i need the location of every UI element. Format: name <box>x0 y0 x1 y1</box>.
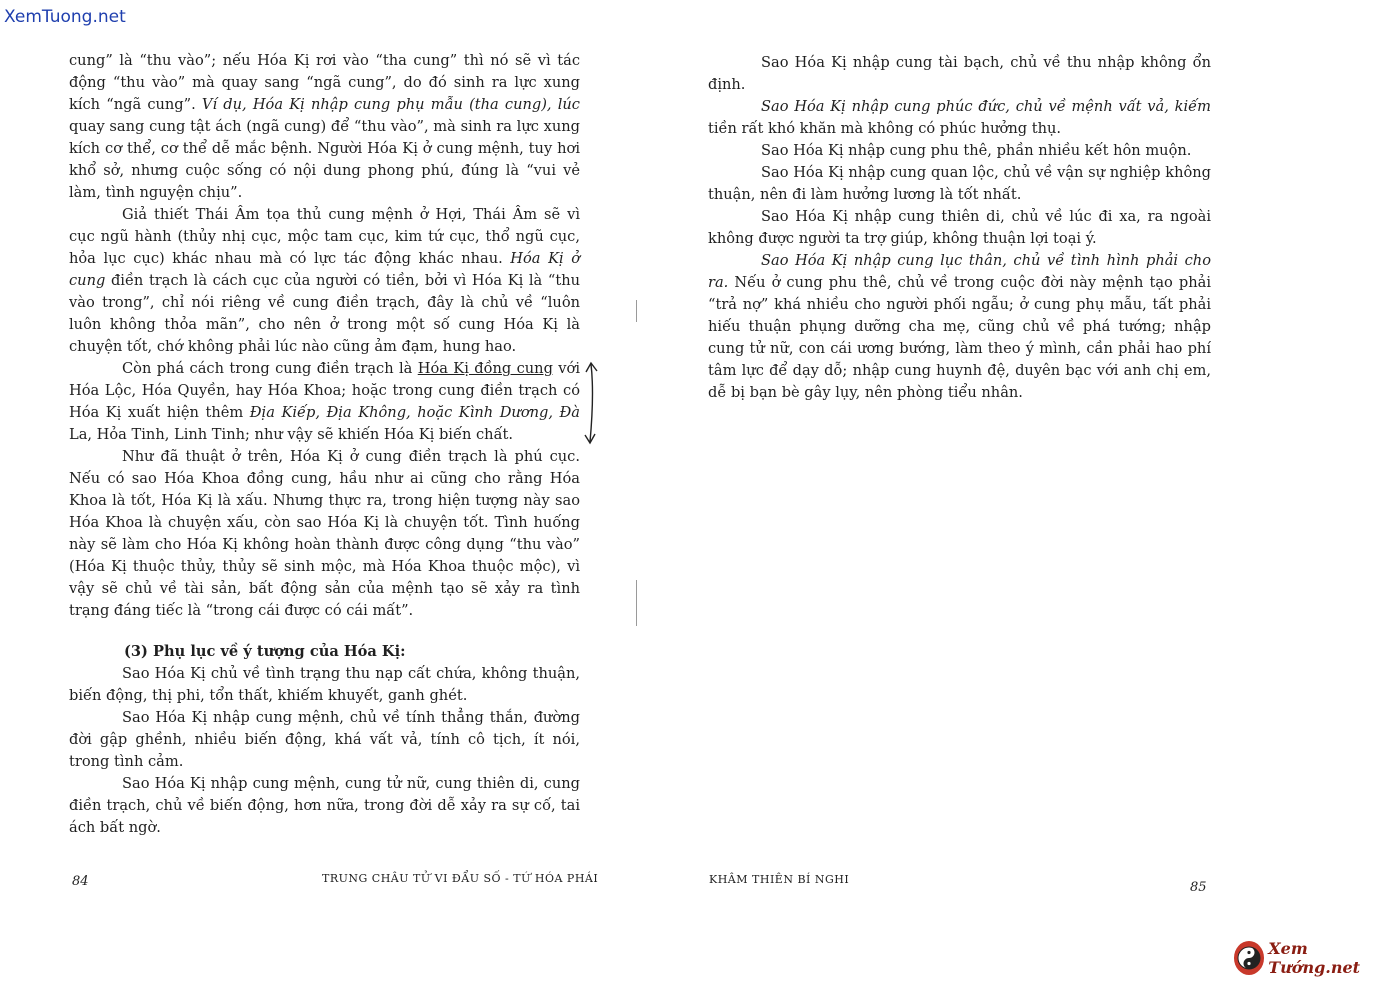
left-paragraph-3: Còn phá cách trong cung điền trạch là Hóa Kị đồng cung với Hóa Lộc, Hóa Quyền, hay Hóa Khoa; hoặc trong cung điền trạch có Hóa Kị xuất hiện thêm Địa Kiếp, Địa Không, hoặc Kình Dương, Đà La, Hỏa Tinh, Linh Tinh; như vậy sẽ khiến Hóa Kị biến chất. <box>69 360 581 443</box>
right-page-number: 85 <box>1190 880 1207 895</box>
yin-yang-icon <box>1234 941 1264 975</box>
left-page <box>69 50 580 839</box>
section-title: (3) Phụ lục về ý tượng của Hóa Kị: <box>124 643 406 660</box>
right-paragraph-6: Sao Hóa Kị nhập cung lục thân, chủ về tình hình phải cho ra. Nếu ở cung phu thê, chủ về trong cuộc đời này mệnh tạo phải “trả nợ” khá nhiều cho người phối ngẫu; ở cung phụ mẫu, tất phải hiếu thuận phụng dưỡng cha mẹ, cũng chủ về phá tướng; nhập cung tử nữ, con cái ương bướng, làm theo ý mình, cần phải hao phí tâm lực để dạy dỗ; nhập cung huynh đệ, duyên bạc với anh chị em, dễ bị bạn bè gây lụy, nên phòng tiểu nhân. <box>708 252 1211 401</box>
left-paragraph-5: Sao Hóa Kị chủ về tình trạng thu nạp cất chứa, không thuận, biến động, thị phi, tổn thất, khiếm khuyết, ganh ghét. <box>69 665 580 704</box>
right-paragraph-4: Sao Hóa Kị nhập cung quan lộc, chủ về vận sự nghiệp không thuận, nên đi làm hưởng lương là tốt nhất. <box>708 164 1211 203</box>
left-paragraph-2: Giả thiết Thái Âm tọa thủ cung mệnh ở Hợi, Thái Âm sẽ vì cục ngũ hành (thủy nhị cục, mộc tam cục, kim tứ cục, thổ ngũ cục, hỏa lục cục) khác nhau mà có lực tác động khác nhau. Hóa Kị ở cung điền trạch là cách cục của người có tiền, bởi vì Hóa Kị là “thu vào trong”, chỉ nói riêng về cung điền trạch, đây là chủ về “luôn luôn không thỏa mãn”, cho nên ở trong một số cung Hóa Kị là chuyện tốt, chớ không phải lúc nào cũng ảm đạm, hung hao. <box>69 206 580 355</box>
right-paragraph-5: Sao Hóa Kị nhập cung thiên di, chủ về lúc đi xa, ra ngoài không được người ta trợ giúp, không thuận lợi toại ý. <box>708 208 1211 247</box>
site-watermark-label[interactable]: XemTuong.net <box>4 7 126 27</box>
page-fold-line-bottom <box>636 580 637 626</box>
left-running-footer: TRUNG CHÂU TỬ VI ĐẨU SỐ - TỨ HÓA PHÁI <box>322 872 599 885</box>
right-running-footer: KHÂM THIÊN BÍ NGHI <box>709 873 850 886</box>
handwritten-bracket-arrow-icon <box>578 360 600 446</box>
left-paragraph-6: Sao Hóa Kị nhập cung mệnh, chủ về tính thẳng thắn, đường đời gập ghềnh, nhiều biến động, khá vất vả, tính cô tịch, ít nói, trong tình cảm. <box>69 709 580 770</box>
right-paragraph-2: Sao Hóa Kị nhập cung phúc đức, chủ về mệnh vất vả, kiếm tiền rất khó khăn mà không có phúc hưởng thụ. <box>708 98 1211 137</box>
left-page-number: 84 <box>72 874 89 889</box>
left-paragraph-4: Như đã thuật ở trên, Hóa Kị ở cung điền trạch là phú cục. Nếu có sao Hóa Khoa đồng cung, hầu như ai cũng cho rằng Hóa Khoa là tốt, Hóa Kị là xấu. Nhưng thực ra, trong hiện tượng này sao Hóa Khoa là chuyện xấu, còn sao Hóa Kị là chuyện tốt. Tình huống này sẽ làm cho Hóa Kị không hoàn thành được công dụng “thu vào” (Hóa Kị thuộc thủy, thủy sẽ sinh mộc, mà Hóa Khoa thuộc mộc), vì vậy sẽ chủ về tài sản, bất động sản của mệnh tạo sẽ xảy ra tình trạng đáng tiếc là “trong cái được có cái mất”. <box>69 448 580 619</box>
right-page <box>708 52 1211 404</box>
left-paragraph-1: cung” là “thu vào”; nếu Hóa Kị rơi vào “tha cung” thì nó sẽ vì tác động “thu vào” mà quay sang “ngã cung”, do đó sinh ra lực xung kích “ngã cung”. Ví dụ, Hóa Kị nhập cung phụ mẫu (tha cung), lúc quay sang cung tật ách (ngã cung) để “thu vào”, mà sinh ra lực xung kích cơ thể, cơ thể dễ mắc bệnh. Người Hóa Kị ở cung mệnh, tuy hơi khổ sở, nhưng cuộc sống có nội dung phong phú, đúng là “vui vẻ làm, tình nguyện chịu”. <box>69 52 580 201</box>
left-paragraph-7: Sao Hóa Kị nhập cung mệnh, cung tử nữ, cung thiên di, cung điền trạch, chủ về biến động, hơn nữa, trong đời dễ xảy ra sự cố, tai ách bất ngờ. <box>69 775 580 836</box>
right-paragraph-3: Sao Hóa Kị nhập cung phu thê, phần nhiều kết hôn muộn. <box>761 142 1192 159</box>
logo-text: Xem Tướng.net <box>1268 939 1361 977</box>
right-paragraph-1: Sao Hóa Kị nhập cung tài bạch, chủ về thu nhập không ổn định. <box>708 54 1211 93</box>
underlined-phrase: Hóa Kị đồng cung <box>417 360 553 377</box>
site-logo[interactable] <box>1234 940 1390 976</box>
page-fold-line-top <box>636 300 637 322</box>
